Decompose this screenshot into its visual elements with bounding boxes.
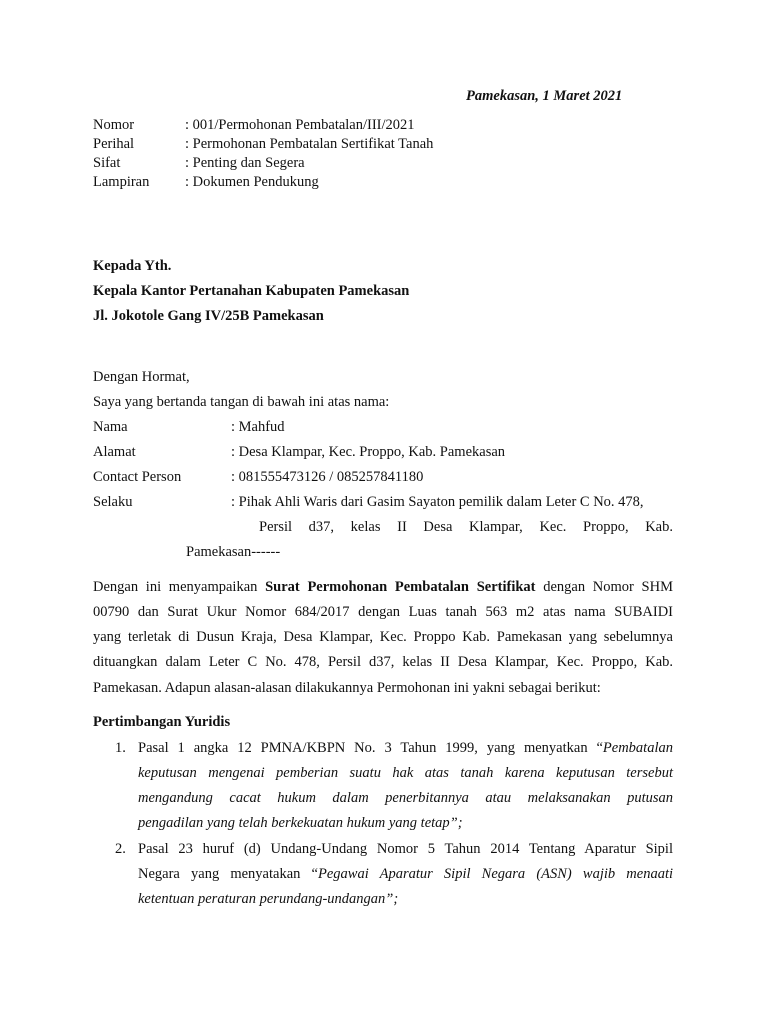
meta-label-sifat: Sifat (93, 155, 121, 171)
identity-value-contact: : 081555473126 / 085257841180 (231, 469, 424, 485)
identity-label-contact: Contact Person (93, 469, 182, 485)
list-item-text: Negara yang menyatakan “ (138, 866, 318, 882)
letter-date: Pamekasan, 1 Maret 2021 (466, 88, 623, 104)
identity-selaku-end: Pamekasan------ (186, 544, 281, 560)
identity-value-nama: : Mahfud (231, 419, 285, 435)
meta-label-lampiran: Lampiran (93, 174, 150, 190)
para-text: dengan Nomor SHM (535, 579, 673, 595)
list-item-number: 2. (115, 841, 126, 857)
section-title: Pertimbangan Yuridis (93, 714, 231, 730)
recipient-office: Kepala Kantor Pertanahan Kabupaten Pamekasan (93, 283, 410, 299)
greeting: Dengan Hormat, (93, 369, 190, 385)
identity-selaku-continued: Persil d37, kelas II Desa Klampar, Kec. Proppo, Kab. (259, 519, 673, 535)
list-item-line (138, 866, 673, 883)
meta-value-nomor: : 001/Permohonan Pembatalan/III/2021 (185, 117, 415, 133)
list-item-number: 1. (115, 740, 126, 756)
list-item-quote: Pembatalan (602, 740, 673, 756)
para-line-2: 00790 dan Surat Ukur Nomor 684/2017 dengan Luas tanah 563 m2 atas nama SUBAIDI (93, 604, 673, 620)
identity-value-alamat: : Desa Klampar, Kec. Proppo, Kab. Pamekasan (231, 444, 506, 460)
para-line-1 (93, 579, 673, 596)
identity-value-selaku: : Pihak Ahli Waris dari Gasim Sayaton pemilik dalam Leter C No. 478, (231, 494, 644, 510)
meta-value-sifat: : Penting dan Segera (185, 155, 305, 171)
list-item-line: Pasal 23 huruf (d) Undang-Undang Nomor 5 Tahun 2014 Tentang Aparatur Sipil (138, 841, 673, 857)
list-item-line: mengandung cacat hukum dalam penerbitannya atau melaksanakan putusan (138, 790, 673, 806)
meta-value-perihal: : Permohonan Pembatalan Sertifikat Tanah (185, 136, 434, 152)
list-item-line: ketentuan peraturan perundang-undangan”; (138, 891, 399, 907)
recipient-salutation: Kepada Yth. (93, 258, 172, 274)
recipient-address: Jl. Jokotole Gang IV/25B Pamekasan (93, 308, 324, 324)
para-text: Dengan ini menyampaikan (93, 579, 266, 595)
intro-line: Saya yang bertanda tangan di bawah ini atas nama: (93, 394, 390, 410)
para-line-3: yang terletak di Dusun Kraja, Desa Klampar, Kec. Proppo Kab. Pamekasan yang sebelumnya (93, 629, 673, 645)
para-line-5: Pamekasan. Adapun alasan-alasan dilakukannya Permohonan ini yakni sebagai berikut: (93, 680, 601, 696)
list-item-quote: Pegawai Aparatur Sipil Negara (ASN) wajib menaati (317, 866, 673, 882)
list-item-text: Pasal 1 angka 12 PMNA/KBPN No. 3 Tahun 1999, yang menyatkan “ (138, 740, 603, 756)
meta-value-lampiran: : Dokumen Pendukung (185, 174, 319, 190)
meta-label-perihal: Perihal (93, 136, 135, 152)
list-item-line: pengadilan yang telah berkekuatan hukum yang tetap”; (138, 815, 463, 831)
list-item-line: keputusan mengenai pemberian suatu hak atas tanah karena keputusan tersebut (138, 765, 673, 781)
identity-label-selaku: Selaku (93, 494, 133, 510)
para-bold-phrase: Surat Permohonan Pembatalan Sertifikat (265, 579, 536, 595)
identity-label-nama: Nama (93, 419, 128, 435)
list-item-line (138, 740, 673, 757)
para-line-4: dituangkan dalam Leter C No. 478, Persil d37, kelas II Desa Klampar, Kec. Proppo, Kab. (93, 654, 673, 670)
meta-label-nomor: Nomor (93, 117, 135, 133)
identity-label-alamat: Alamat (93, 444, 136, 460)
